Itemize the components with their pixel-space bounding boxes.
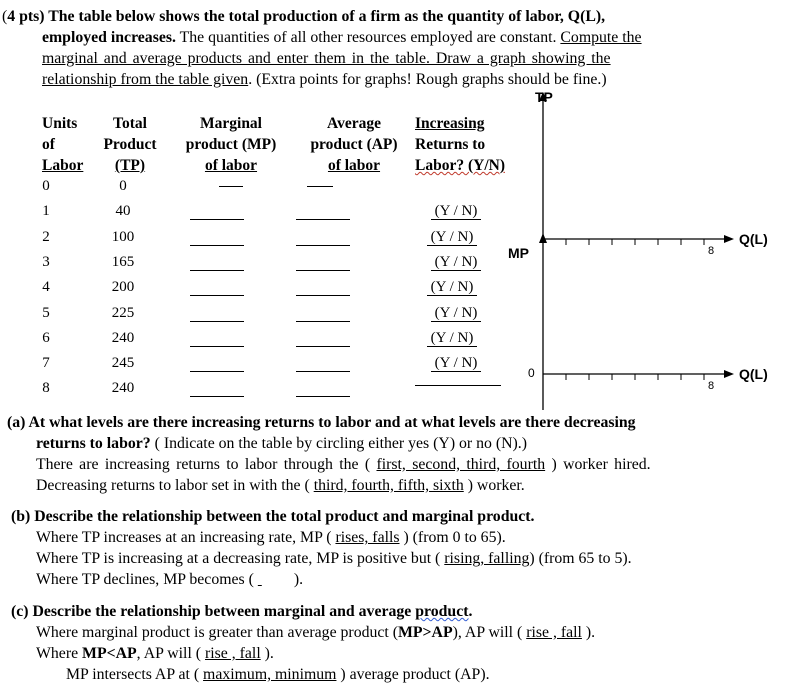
question-c-line2: Where MP<AP, AP will ( rise , fall ). (36, 645, 274, 662)
mp-axis-label: MP (508, 245, 529, 261)
q-label-top: Q(L) (739, 231, 768, 247)
intro-line-1: (4 pts) The table below shows the total production of a firm as the quantity of labor, Q(L), (2, 8, 606, 25)
labor-cell: 0 (42, 178, 50, 194)
question-b-heading: (b) Describe the relationship between the total product and marginal product. (11, 508, 535, 525)
question-b-line1: Where TP increases at an increasing rate, MP ( rises, falls ) (from 0 to 65). (36, 529, 506, 546)
tp-cell: 100 (111, 229, 135, 245)
tp-cell: 240 (111, 380, 135, 396)
tp-axis-label: TP (535, 89, 553, 105)
mp-x-arrow (724, 235, 734, 243)
intro-line-2: employed increases. The quantities of all other resources employed are constant. Compute the (42, 29, 642, 46)
header-ap: Average product (AP) of labor (310, 115, 398, 174)
labor-cell: 5 (42, 305, 50, 321)
yn-label: (Y / N) (427, 279, 478, 296)
header-increasing-returns: Increasing Returns to Labor? (Y/N) (415, 115, 505, 174)
tp-cell: 0 (119, 178, 127, 194)
yn-label: (Y / N) (427, 330, 478, 347)
question-c-heading: (c) Describe the relationship between marginal and average product. (11, 603, 473, 620)
tick-label-8-top: 8 (708, 245, 715, 257)
yn-label: (Y / N) (431, 254, 482, 271)
q-label-bottom: Q(L) (739, 366, 768, 382)
tick-label-8-bottom: 8 (708, 380, 715, 392)
yn-label: (Y / N) (431, 355, 482, 372)
labor-cell: 1 (42, 203, 50, 219)
header-units: Units of Labor (42, 115, 84, 174)
tp-cell: 40 (115, 203, 131, 219)
labor-cell: 8 (42, 380, 50, 396)
tp-cell: 240 (111, 330, 135, 346)
tp-cell: 165 (111, 254, 135, 270)
intro-line-4: relationship from the table given. (Extra points for graphs! Rough graphs should be fine.) (42, 71, 607, 88)
tp-cell: 225 (111, 305, 135, 321)
labor-cell: 3 (42, 254, 50, 270)
header-tp: Total Product (TP) (103, 115, 157, 174)
question-a-line2: returns to labor? ( Indicate on the table by circling either yes (Y) or no (N).) (36, 435, 528, 452)
mp-axis-arrow (539, 233, 547, 243)
tp-cell: 245 (111, 355, 135, 371)
question-c-line3: MP intersects AP at ( maximum, minimum ) average product (AP). (66, 666, 490, 683)
question-c-line1: Where marginal product is greater than average product (MP>AP), AP will ( rise , fall ). (36, 624, 596, 641)
question-b-line2: Where TP is increasing at a decreasing rate, MP is positive but ( rising, falling) (from 65 to 5). (36, 550, 632, 567)
tp-cell: 200 (111, 279, 135, 295)
header-mp: Marginal product (MP) of labor (185, 115, 277, 174)
labor-cell: 4 (42, 279, 50, 295)
labor-cell: 7 (42, 355, 50, 371)
labor-cell: 6 (42, 330, 50, 346)
yn-label: (Y / N) (427, 229, 478, 246)
labor-cell: 2 (42, 229, 50, 245)
question-a-line1: (a) At what levels are there increasing returns to labor and at what levels are there decreasing (7, 414, 636, 431)
origin-label: 0 (528, 366, 535, 380)
mp-ticks (566, 239, 704, 245)
intro-line-3: marginal and average products and enter them in the table. Draw a graph showing the (42, 50, 611, 67)
question-a-line3: There are increasing returns to labor through the ( first, second, third, fourth ) worker hired. (36, 456, 651, 473)
bottom-ticks (566, 374, 704, 380)
yn-label: (Y / N) (431, 305, 482, 322)
question-b-line3: Where TP declines, MP becomes ( ). (36, 571, 304, 588)
question-a-line4: Decreasing returns to labor set in with the ( third, fourth, fifth, sixth ) worker. (36, 477, 525, 494)
yn-label: (Y / N) (431, 203, 482, 220)
bottom-x-arrow (724, 370, 734, 378)
